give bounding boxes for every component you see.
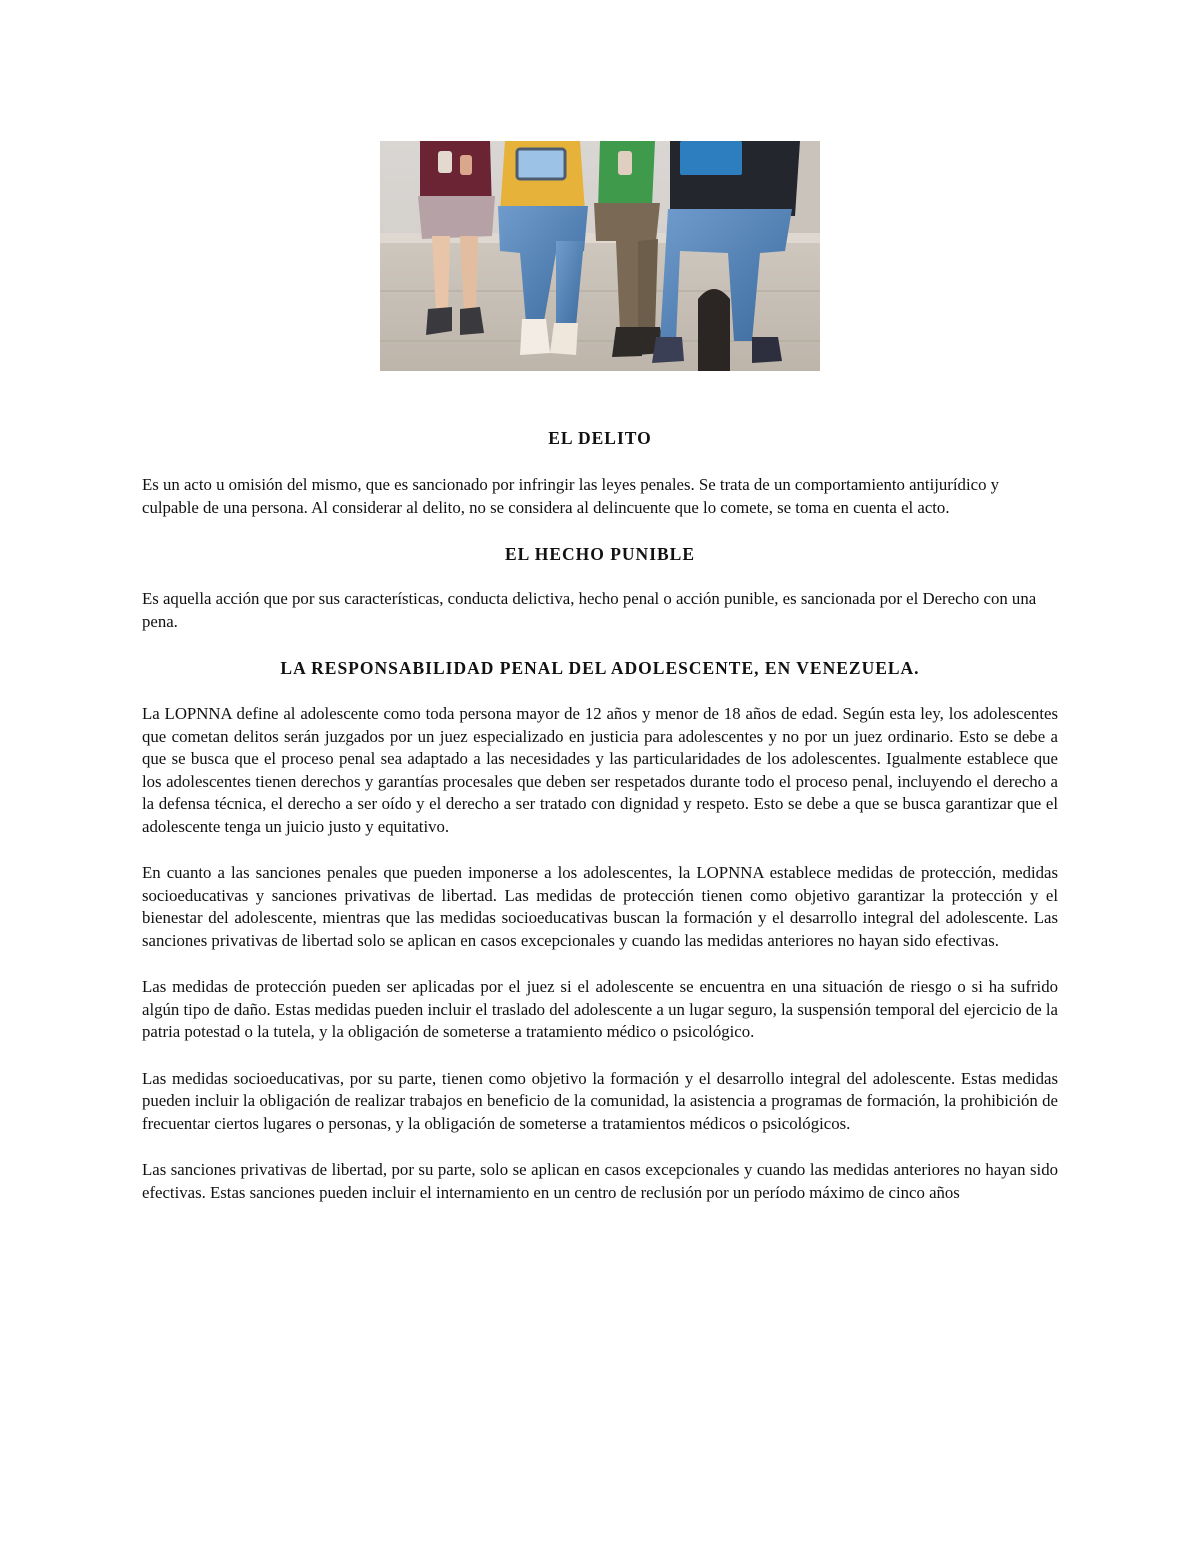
- paragraph-lopnna: La LOPNNA define al adolescente como toda persona mayor de 12 años y menor de 18 años de edad. Según esta ley, los adolescentes que cometan delitos serán juzgados por un juez especializado en justicia para adolescentes y no por un juez ordinario. Esto se debe a que se busca que el proceso penal sea adaptado a las necesidades y las particularidades de los adolescentes. Igualmente establece que los adolescentes tienen derechos y garantías procesales que deben ser respetados durante todo el proceso penal, incluyendo el derecho a la defensa técnica, el derecho a ser oído y el derecho a ser tratado con dignidad y respeto. Esto se debe a que se busca garantizar que el adolescente tenga un juicio justo y equitativo.: [142, 704, 1058, 836]
- paragraph-hecho-punible: Es aquella acción que por sus características, conducta delictiva, hecho penal o acción punible, es sancionada por el Derecho con una pena.: [142, 589, 1037, 631]
- paragraph-sanciones: En cuanto a las sanciones penales que pueden imponerse a los adolescentes, la LOPNNA establece medidas de protección, medidas socioeducativas y sanciones privativas de libertad. Las medidas de protección tienen como objetivo garantizar la protección y el bienestar del adolescente, mientras que las medidas socioeducativas buscan la formación y el desarrollo integral del adolescente. Las sanciones privativas de libertad solo se aplican en casos excepcionales y cuando las medidas anteriores no hayan sido efectivas.: [142, 863, 1058, 950]
- section-title-hecho-punible: EL HECHO PUNIBLE: [504, 544, 696, 564]
- paragraph-medidas-socioeducativas: Las medidas socioeducativas, por su parte, tienen como objetivo la formación y el desarrollo integral del adolescente. Estas medidas pueden incluir la obligación de realizar trabajos en beneficio de la comunidad, la asistencia a programas de formación, la prohibición de frecuentar ciertos lugares o personas, y la obligación de someterse a tratamientos médicos o psicológicos.: [142, 1068, 1058, 1133]
- document-content: [142, 426, 1058, 1204]
- section-title-responsabilidad: LA RESPONSABILIDAD PENAL DEL ADOLESCENTE, EN VENEZUELA.: [280, 658, 920, 678]
- teenagers-sitting-photo: [380, 141, 820, 371]
- section-title-delito: EL DELITO: [548, 428, 652, 448]
- paragraph-privativas-libertad: Las sanciones privativas de libertad, por su parte, solo se aplican en casos excepcionales y cuando las medidas anteriores no hayan sido efectivas. Estas sanciones pueden incluir el internamiento en un centro de reclusión por un período máximo de cinco años: [142, 1160, 1058, 1202]
- paragraph-medidas-proteccion: Las medidas de protección pueden ser aplicadas por el juez si el adolescente se encuentra en una situación de riesgo o si ha sufrido algún tipo de daño. Estas medidas pueden incluir el traslado del adolescente a un lugar seguro, la suspensión temporal del ejercicio de la patria potestad o la tutela, y la obligación de someterse a tratamiento médico o psicológico.: [142, 977, 1058, 1041]
- paragraph-delito: Es un acto u omisión del mismo, que es sancionado por infringir las leyes penales. Se trata de un comportamiento antijurídico y culpable de una persona. Al considerar al delito, no se considera al delincuente que lo comete, se toma en cuenta el acto.: [142, 475, 1000, 517]
